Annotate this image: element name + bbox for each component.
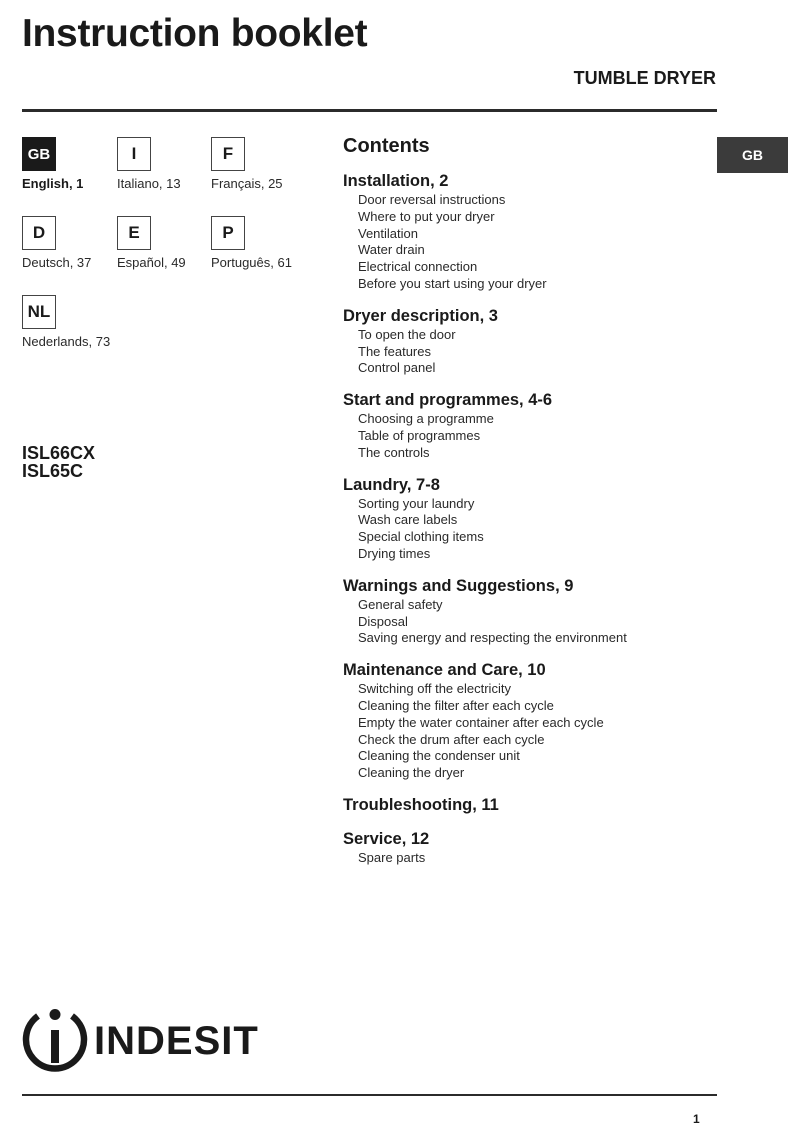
contents-item[interactable]: Choosing a programme xyxy=(358,411,494,427)
language-e[interactable] xyxy=(117,216,217,270)
language-label: Español, 49 xyxy=(117,255,186,270)
language-code-box: I xyxy=(117,137,151,171)
indesit-logo-icon xyxy=(22,1008,88,1074)
contents-section-start-programmes xyxy=(343,390,723,461)
contents-item[interactable]: The controls xyxy=(358,444,430,460)
contents-item[interactable]: Sorting your laundry xyxy=(358,495,475,511)
contents-item[interactable]: Drying times xyxy=(358,545,431,561)
bottom-divider xyxy=(22,1094,717,1096)
model-numbers xyxy=(22,444,95,480)
contents-item[interactable]: Empty the water container after each cycle xyxy=(358,714,604,730)
page-number: 1 xyxy=(693,1112,700,1126)
contents-item[interactable]: Table of programmes xyxy=(358,427,481,443)
contents-item[interactable]: Cleaning the dryer xyxy=(358,765,465,781)
section-heading[interactable]: Service, 12 xyxy=(343,829,430,848)
language-label: Italiano, 13 xyxy=(117,176,181,191)
contents-item[interactable]: To open the door xyxy=(358,326,456,342)
language-nl[interactable] xyxy=(22,295,122,349)
language-label: Português, 61 xyxy=(211,255,292,270)
top-divider xyxy=(22,109,717,112)
product-type: TUMBLE DRYER xyxy=(573,68,716,88)
contents-section-dryer-description xyxy=(343,306,723,377)
contents-title: Contents xyxy=(343,135,430,157)
section-heading[interactable]: Warnings and Suggestions, 9 xyxy=(343,576,574,595)
page-title: Instruction booklet xyxy=(22,12,368,55)
table-of-contents xyxy=(343,135,723,880)
language-label: Nederlands, 73 xyxy=(22,334,111,349)
language-f[interactable] xyxy=(211,137,311,191)
language-label: Français, 25 xyxy=(211,176,283,191)
language-code-box: GB xyxy=(22,137,56,171)
contents-item[interactable]: Cleaning the condenser unit xyxy=(358,748,520,764)
contents-section-installation xyxy=(343,171,723,293)
contents-item[interactable]: Saving energy and respecting the environment xyxy=(358,630,627,646)
contents-item[interactable]: Ventilation xyxy=(358,225,418,241)
language-label: English, 1 xyxy=(22,176,84,191)
contents-item[interactable]: Switching off the electricity xyxy=(358,681,511,697)
contents-item[interactable]: Electrical connection xyxy=(358,259,478,275)
contents-item[interactable]: Wash care labels xyxy=(358,512,458,528)
contents-item[interactable]: General safety xyxy=(358,596,443,612)
contents-item[interactable]: Where to put your dryer xyxy=(358,208,495,224)
language-code-box: E xyxy=(117,216,151,250)
language-side-tab: GB xyxy=(717,137,788,173)
language-code-box: NL xyxy=(22,295,56,329)
language-code-box: D xyxy=(22,216,56,250)
model-number: ISL66CX xyxy=(22,443,96,463)
section-heading[interactable]: Start and programmes, 4-6 xyxy=(343,391,553,410)
language-label: Deutsch, 37 xyxy=(22,255,92,270)
language-i[interactable] xyxy=(117,137,217,191)
contents-item[interactable]: The features xyxy=(358,343,431,359)
language-code-box: P xyxy=(211,216,245,250)
language-d[interactable] xyxy=(22,216,122,270)
contents-item[interactable]: Water drain xyxy=(358,242,425,258)
brand-name: INDESIT xyxy=(94,1018,259,1063)
contents-item[interactable]: Disposal xyxy=(358,613,408,629)
contents-section-warnings xyxy=(343,576,723,647)
contents-section-maintenance xyxy=(343,660,723,782)
contents-item[interactable]: Special clothing items xyxy=(358,529,484,545)
contents-item[interactable]: Check the drum after each cycle xyxy=(358,731,545,747)
contents-section-service xyxy=(343,829,723,867)
contents-item[interactable]: Control panel xyxy=(358,360,436,376)
section-heading[interactable]: Installation, 2 xyxy=(343,172,449,190)
section-heading[interactable]: Laundry, 7-8 xyxy=(343,475,440,494)
contents-item[interactable]: Before you start using your dryer xyxy=(358,275,547,291)
contents-item[interactable]: Door reversal instructions xyxy=(358,192,506,207)
language-p[interactable] xyxy=(211,216,311,270)
language-gb[interactable] xyxy=(22,137,122,191)
section-heading[interactable]: Maintenance and Care, 10 xyxy=(343,661,546,680)
section-heading[interactable]: Dryer description, 3 xyxy=(343,306,498,325)
contents-item[interactable]: Spare parts xyxy=(358,849,426,865)
contents-section-laundry xyxy=(343,475,723,563)
contents-item[interactable]: Cleaning the filter after each cycle xyxy=(358,697,554,713)
brand-logo xyxy=(22,1008,259,1074)
language-code-box: F xyxy=(211,137,245,171)
model-number: ISL65C xyxy=(22,461,84,481)
section-heading[interactable]: Troubleshooting, 11 xyxy=(343,795,499,814)
contents-section-troubleshooting xyxy=(343,795,723,816)
